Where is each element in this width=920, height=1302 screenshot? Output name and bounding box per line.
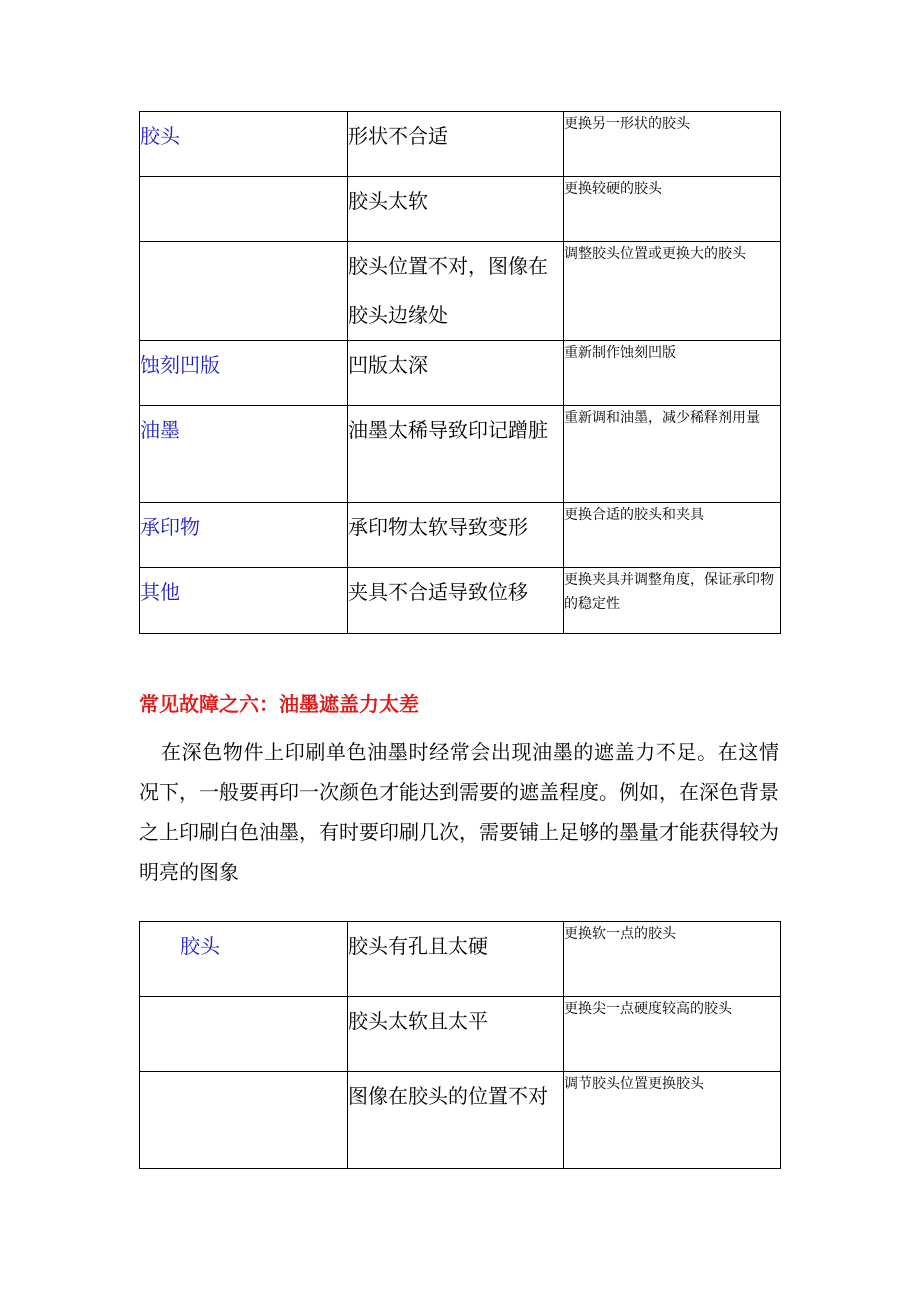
table-row bbox=[140, 997, 781, 1072]
fix-cell: 更换另一形状的胶头 bbox=[564, 112, 781, 177]
fix-cell: 更换尖一点硬度较高的胶头 bbox=[564, 997, 781, 1072]
cause-cell: 油墨太稀导致印记蹭脏 bbox=[348, 406, 564, 503]
table-row bbox=[140, 922, 781, 997]
section-paragraph: 在深色物件上印刷单色油墨时经常会出现油墨的遮盖力不足。在这情况下，一般要再印一次颜色才能达到需要的遮盖程度。例如，在深色背景之上印刷白色油墨，有时要印刷几次，需要铺上足够的墨量才能获得较为明亮的图象 bbox=[139, 740, 779, 884]
section-heading: 常见故障之六：油墨遮盖力太差 bbox=[139, 692, 419, 716]
cause-cell: 胶头位置不对，图像在胶头边缘处 bbox=[348, 242, 564, 341]
fix-cell: 更换较硬的胶头 bbox=[564, 177, 781, 242]
category-cell bbox=[140, 997, 348, 1072]
table-row bbox=[140, 177, 781, 242]
table-row bbox=[140, 242, 781, 341]
fix-cell: 更换合适的胶头和夹具 bbox=[564, 503, 781, 568]
cause-cell: 胶头有孔且太硬 bbox=[348, 922, 564, 997]
category-cell: 其他 bbox=[140, 568, 348, 634]
category-cell: 承印物 bbox=[140, 503, 348, 568]
table-row bbox=[140, 1072, 781, 1169]
cause-cell: 凹版太深 bbox=[348, 341, 564, 406]
cause-cell: 形状不合适 bbox=[348, 112, 564, 177]
fix-cell: 重新制作蚀刻凹版 bbox=[564, 341, 781, 406]
table-row bbox=[140, 406, 781, 503]
category-cell: 蚀刻凹版 bbox=[140, 341, 348, 406]
fix-cell: 调整胶头位置或更换大的胶头 bbox=[564, 242, 781, 341]
cause-cell: 胶头太软且太平 bbox=[348, 997, 564, 1072]
fix-cell: 调节胶头位置更换胶头 bbox=[564, 1072, 781, 1169]
fix-cell: 更换软一点的胶头 bbox=[564, 922, 781, 997]
table-row bbox=[140, 341, 781, 406]
table-row bbox=[140, 503, 781, 568]
fix-cell: 重新调和油墨，减少稀释剂用量 bbox=[564, 406, 781, 503]
category-cell bbox=[140, 177, 348, 242]
category-cell bbox=[140, 242, 348, 341]
table-row bbox=[140, 568, 781, 634]
category-cell: 胶头 bbox=[140, 112, 348, 177]
cause-cell: 承印物太软导致变形 bbox=[348, 503, 564, 568]
cause-cell: 胶头太软 bbox=[348, 177, 564, 242]
fault-table-1 bbox=[139, 111, 781, 634]
category-cell: 胶头 bbox=[140, 922, 348, 997]
cause-cell: 夹具不合适导致位移 bbox=[348, 568, 564, 634]
category-cell bbox=[140, 1072, 348, 1169]
fix-cell: 更换夹具并调整角度，保证承印物的稳定性 bbox=[564, 568, 781, 634]
table-row bbox=[140, 112, 781, 177]
cause-cell: 图像在胶头的位置不对 bbox=[348, 1072, 564, 1169]
fault-table-2 bbox=[139, 921, 781, 1169]
category-cell: 油墨 bbox=[140, 406, 348, 503]
